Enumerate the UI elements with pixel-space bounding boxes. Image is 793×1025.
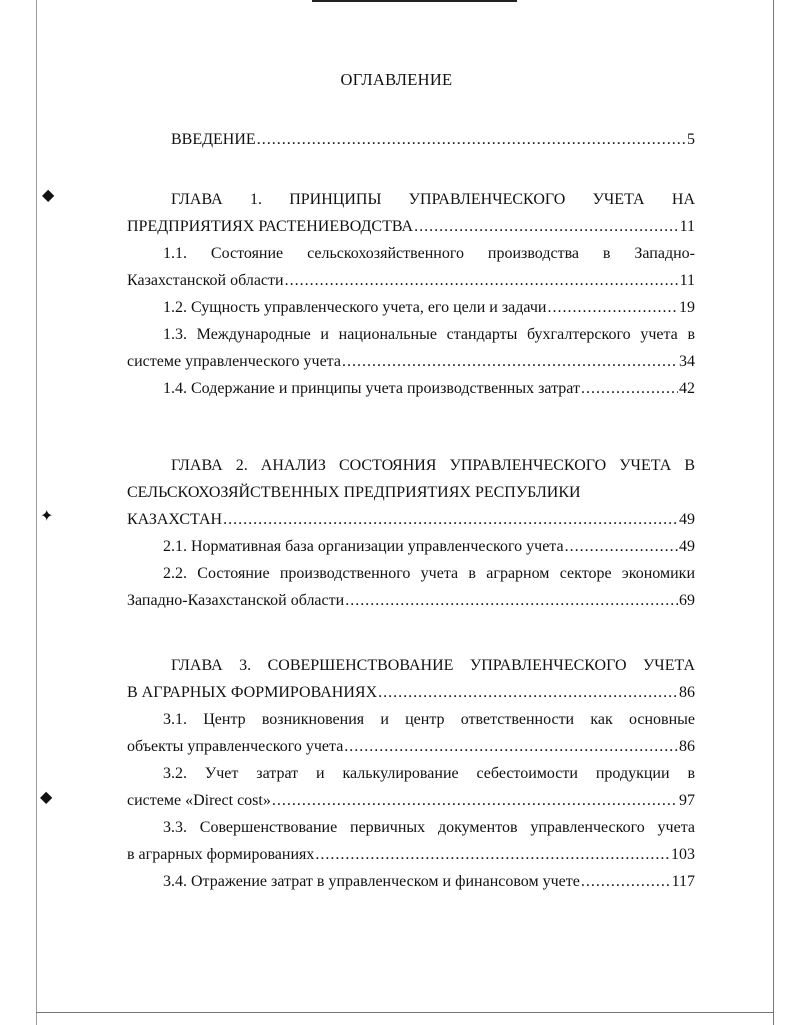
- scan-border-bottom: [36, 1012, 774, 1013]
- dot-leader: [581, 868, 671, 895]
- chapter-heading: ГЛАВА 2. АНАЛИЗ СОСТОЯНИЯ УПРАВЛЕНЧЕСКОГО УЧЕТА В: [171, 457, 695, 474]
- toc-line: [127, 841, 695, 868]
- section-heading: 1.1. Состояние сельскохозяйственного производства в Западно-: [163, 245, 695, 262]
- toc-line: [127, 733, 695, 760]
- toc-line: [127, 213, 695, 240]
- page-number: 86: [679, 738, 695, 755]
- toc-chapter-1: [127, 186, 695, 402]
- toc-line: [127, 787, 695, 814]
- toc-line: [127, 375, 695, 402]
- page-number: 49: [679, 538, 695, 555]
- toc-entry-label: ВВЕДЕНИЕ: [171, 131, 256, 148]
- chapter-heading-end: ПРЕДПРИЯТИЯХ РАСТЕНИЕВОДСТВА: [127, 218, 414, 235]
- page-number: 19: [679, 299, 695, 316]
- scan-border-left: [36, 0, 37, 1025]
- toc-line: [127, 706, 695, 733]
- section-heading: 2.2. Состояние производственного учета в аграрном секторе экономики: [163, 565, 695, 582]
- dot-leader: [344, 733, 678, 760]
- toc-line: [127, 506, 695, 533]
- toc-line: [127, 479, 695, 506]
- section-heading: 1.4. Содержание и принципы учета производственных затрат: [163, 380, 580, 397]
- section-heading: 1.2. Сущность управленческого учета, его цели и задачи: [163, 299, 547, 316]
- dot-leader: [414, 213, 679, 240]
- dot-leader: [272, 787, 678, 814]
- dot-leader: [547, 294, 678, 321]
- toc-line: [127, 294, 695, 321]
- section-heading: 3.4. Отражение затрат в управленческом и финансовом учете: [163, 873, 580, 890]
- section-heading: 1.3. Международные и национальные стандарты бухгалтерского учета в: [163, 326, 695, 343]
- dot-leader: [378, 679, 678, 706]
- page-number: 11: [679, 218, 695, 235]
- section-heading-end: Западно-Казахстанской области: [127, 592, 345, 609]
- toc-line: [127, 321, 695, 348]
- page-number: 86: [679, 684, 695, 701]
- section-heading-end: объекты управленческого учета: [127, 738, 344, 755]
- toc-line: [127, 814, 695, 841]
- page-number: 11: [679, 272, 695, 289]
- dot-leader: [285, 267, 679, 294]
- page-number: 69: [679, 592, 695, 609]
- page-number: 97: [679, 792, 695, 809]
- binding-hole-mark-icon: ✦: [40, 508, 54, 525]
- section-heading-end: системе «Direct cost»: [127, 792, 271, 809]
- chapter-heading: ГЛАВА 1. ПРИНЦИПЫ УПРАВЛЕНЧЕСКОГО УЧЕТА НА: [171, 191, 695, 208]
- toc-chapter-2: [127, 452, 695, 614]
- chapter-heading-end: В АГРАРНЫХ ФОРМИРОВАНИЯХ: [127, 684, 378, 701]
- section-heading-end: системе управленческого учета: [127, 353, 341, 370]
- page-number: 34: [679, 353, 695, 370]
- page-number: 103: [671, 846, 695, 863]
- toc-line: [127, 267, 695, 294]
- section-heading-end: в аграрных формированиях: [127, 846, 315, 863]
- toc-line: [127, 560, 695, 587]
- section-heading: 2.1. Нормативная база организации управленческого учета: [163, 538, 564, 555]
- dot-leader: [315, 841, 670, 868]
- dot-leader: [257, 126, 686, 153]
- toc-line: [127, 186, 695, 213]
- toc-line: [127, 240, 695, 267]
- binding-hole-mark-icon: ◆: [40, 789, 53, 806]
- toc-line: [127, 679, 695, 706]
- chapter-heading: СЕЛЬСКОХОЗЯЙСТВЕННЫХ ПРЕДПРИЯТИЯХ РЕСПУБЛИКИ: [127, 484, 581, 501]
- dot-leader: [345, 587, 678, 614]
- toc-line: [127, 533, 695, 560]
- scan-border-right: [773, 0, 774, 1025]
- toc-line: [127, 126, 695, 153]
- binding-hole-mark-icon: ◆: [42, 187, 55, 204]
- toc-chapter-3: [127, 652, 695, 895]
- dot-leader: [565, 533, 678, 560]
- section-heading-end: Казахстанской области: [127, 272, 284, 289]
- scan-border-top: [312, 0, 517, 2]
- toc-line: [127, 652, 695, 679]
- toc-line: [127, 760, 695, 787]
- page-number: 49: [679, 511, 695, 528]
- dot-leader: [342, 348, 678, 375]
- dot-leader: [581, 375, 678, 402]
- page-title: ОГЛАВЛЕНИЕ: [340, 70, 453, 89]
- toc-line: [127, 868, 695, 895]
- toc-line: [127, 452, 695, 479]
- section-heading: 3.2. Учет затрат и калькулирование себестоимости продукции в: [163, 765, 695, 782]
- dot-leader: [223, 506, 678, 533]
- page-number: 117: [671, 873, 695, 890]
- toc-line: [127, 587, 695, 614]
- page-number: 5: [687, 131, 695, 148]
- toc-intro: [127, 126, 695, 153]
- chapter-heading-end: КАЗАХСТАН: [127, 511, 223, 528]
- chapter-heading: ГЛАВА 3. СОВЕРШЕНСТВОВАНИЕ УПРАВЛЕНЧЕСКОГО УЧЕТА: [171, 657, 695, 674]
- page-number: 42: [679, 380, 695, 397]
- toc-line: [127, 348, 695, 375]
- section-heading: 3.3. Совершенствование первичных документов управленческого учета: [163, 819, 695, 836]
- section-heading: 3.1. Центр возникновения и центр ответственности как основные: [163, 711, 695, 728]
